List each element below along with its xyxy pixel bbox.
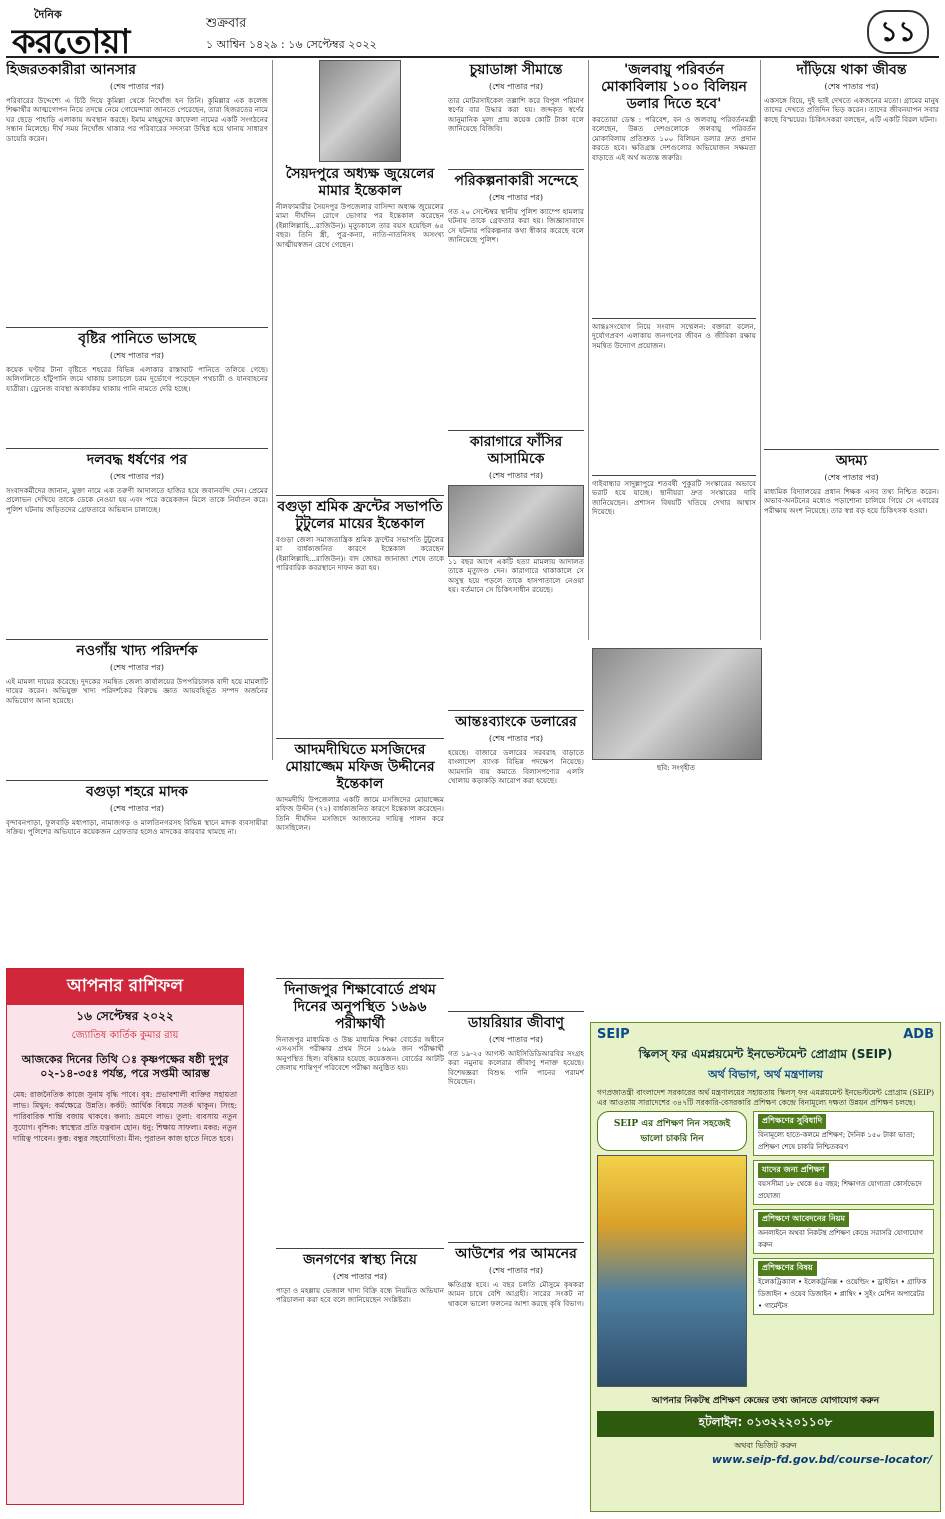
ad-hotline: হটলাইন: ০১৩২২২০১১০৮ (597, 1411, 934, 1437)
continuation-note: (শেষ পাতার পর) (488, 471, 544, 480)
ad-apply-box (753, 1209, 934, 1254)
headline: ডায়রিয়ার জীবাণু (467, 1015, 565, 1031)
continuation-note: (শেষ পাতার পর) (109, 663, 165, 672)
headline: দাঁড়িয়ে থাকা জীবন্ত (796, 62, 907, 78)
ad-eligibility-box (753, 1160, 934, 1205)
news-photo (592, 648, 762, 760)
horoscope-date: ১৬ সেপ্টেম্বর ২০২২ (76, 1009, 174, 1023)
article-body: এই মামলা দায়ের করেছে। দুদকের সমন্বিত জেলা কার্যালয়ের উপপরিচালক বাদী হয়ে মামলাটি দায়ের করেন। অভিযুক্ত খাদ্য পরিদর্শকের বিরুদ্ধে জ্ঞাত আয়বহির্ভূত সম্পদ অর্জনের অভিযোগ আনা হয়েছে। (6, 677, 268, 705)
continuation-note: (শেষ পাতার পর) (488, 1266, 544, 1275)
continuation-note: (শেষ পাতার পর) (332, 1272, 388, 1281)
ad-web-label: অথবা ভিজিট করুন (734, 1441, 797, 1450)
continuation-note: (শেষ পাতার পর) (109, 472, 165, 481)
ad-box-title: প্রশিক্ষণের সুবিধাদি (758, 1114, 826, 1129)
column-2 (276, 60, 444, 1505)
ad-box-text: বিনামূল্যে হাতে-কলমে প্রশিক্ষণ; দৈনিক ১৫০ টাকা ভাতা; প্রশিক্ষণ শেষে চাকরি নিশ্চিতকরণ (758, 1131, 916, 1151)
ad-box-text: অনলাইনে অথবা নিকটস্থ প্রশিক্ষণ কেন্দ্রে সরাসরি যোগাযোগ করুন (758, 1229, 923, 1249)
ad-box-text: ইলেকট্রিক্যাল • ইলেকট্রনিক্স • ওয়েল্ডিং • ড্রাইভিং • গ্রাফিক ডিজাইন • ওয়েব ডিজাইন • প্লাম্বিং • সুইং মেশিন অপারেটর • গার্মেন্টস (758, 1278, 927, 1310)
headline: 'জলবায়ু পরিবর্তন মোকাবিলায় ১০০ বিলিয়ন ডলার দিতে হবে' (601, 62, 747, 112)
issue-day: শুক্রবার (206, 16, 247, 31)
article-body: নীলফামারীর সৈয়দপুর উপজেলার বাসিন্দা অধ্যক্ষ জুয়েলের মামা দীর্ঘদিন রোগে ভোগার পর ইন্তেকাল করেছেন (ইন্নালিল্লাহি...রাজিউন)। মৃত্যুকালে তার বয়স হয়েছিল ৬৫ বছর। তিনি স্ত্রী, পুত্র-কন্যা, নাতি-নাতনিসহ অসংখ্য আত্মীয়স্বজন রেখে গেছেন। (276, 202, 444, 249)
continuation-note: (শেষ পাতার পর) (824, 473, 879, 482)
headline: নওগাঁয় খাদ্য পরিদর্শক (76, 643, 198, 659)
column-3 (448, 60, 584, 1505)
headline: জনগণের স্বাস্থ্য নিয়ে (303, 1252, 417, 1268)
horoscope-body: মেষ: রাজনৈতিক কাজে সুনাম বৃদ্ধি পাবে। বৃষ: প্রভাবশালী ব্যক্তির সহায়তা লাভ। মিথুন: কর্মক্ষেত্রে উন্নতি। কর্কট: আর্থিক বিষয়ে সতর্ক থাকুন। সিংহ: পারিবারিক শান্তি বজায় থাকবে। কন্যা: ভ্রমণে লাভ। তুলা: ব্যবসায় নতুন সুযোগ। বৃশ্চিক: স্বাস্থ্যের প্রতি যত্নবান হোন। ধনু: শিক্ষায় সাফল্য। মকর: নতুন দায়িত্ব পাবেন। কুম্ভ: বন্ধুর সহযোগিতা। মীন: পুরাতন কাজ হাতে নিতে হবে। (13, 1090, 237, 1143)
continuation-note: (শেষ পাতার পর) (488, 193, 544, 202)
ad-worker-photo (597, 1155, 747, 1387)
photo-caption: ছবি: সংগৃহীত (657, 764, 695, 772)
ad-intro: গণপ্রজাতন্ত্রী বাংলাদেশ সরকারের অর্থ মন্ত্রণালয়ের সহায়তায় স্কিলস্ ফর এমপ্লয়মেন্ট ইনভেস্টমেন্ট প্রোগ্রাম (SEIP) এর আওতায় সারাদেশের ৩৪৭টি সরকারি-বেসরকারি প্রশিক্ষণ কেন্দ্রে বিনামূল্যে দক্ষতা উন্নয়ন প্রশিক্ষণ চলছে। (597, 1088, 934, 1107)
ad-benefits-box (753, 1111, 934, 1156)
article-body: গাইবান্ধার সাদুল্লাপুরে শতবর্ষী পুকুরটি সংস্কারের অভাবে ভরাট হয়ে যাচ্ছে। স্থানীয়রা দ্রুত সংস্কারের দাবি জানিয়েছেন। প্রশাসন বিষয়টি খতিয়ে দেখার আশ্বাস দিয়েছে। (592, 479, 756, 517)
column-divider (272, 60, 273, 760)
article-body: ১১ বছর আগে একটি হত্যা মামলায় আদালত তাকে মৃত্যুদণ্ড দেন। কারাগারে থাকাকালে সে অসুস্থ হয়ে পড়লে তাকে হাসপাতালে নেওয়া হয়। বর্তমানে সে চিকিৎসাধীন রয়েছে। (448, 557, 584, 595)
article-body: বগুড়া জেলা সমাজতান্ত্রিক শ্রমিক ফ্রন্টের সভাপতি টুটুলের মা বার্ধক্যজনিত কারণে ইন্তেকাল করেছেন (ইন্নালিল্লাহি...রাজিউন)। বাদ জোহর জানাজা শেষে তাকে পারিবারিক কবরস্থানে দাফন করা হয়। (276, 535, 444, 573)
article-body: একসঙ্গে বিয়ে, দুই ভাই দেখতে একজনের মতো। গ্রামের মানুষ তাদের দেখতে প্রতিদিন ভিড় করেন। তাদের জীবনযাপন সবার কাছে বিস্ময়ের। চিকিৎসকরা বলছেন, এটি একটি বিরল ঘটনা। (764, 96, 939, 124)
headline: অদম্য (835, 453, 868, 469)
obituary-photo (319, 60, 401, 162)
article-body: গত ১৯-২৫ আগস্ট আইসিডিডিআরবির সংগ্রহ করা নমুনায় কলেরার জীবাণু শনাক্ত হয়েছে। বিশেষজ্ঞরা বিশুদ্ধ পানি পানের পরামর্শ দিয়েছেন। (448, 1049, 584, 1087)
horoscope-author: জ্যোতিষ কার্তিক কুমার রায় (71, 1030, 179, 1041)
headline: বৃষ্টির পানিতে ভাসছে (78, 331, 196, 347)
headline: কারাগারে ফাঁসির আসামিকে (469, 434, 563, 467)
page-number: ১১ (867, 10, 929, 54)
article-body: ক্ষতিগ্রস্ত হবে। এ বছর চলতি মৌসুমে কৃষকরা আমন চাষে বেশি আগ্রহী। সারের সংকট না থাকলে ভালো ফলনের আশা করছে কৃষি বিভাগ। (448, 1280, 584, 1308)
headline: সৈয়দপুরে অধ্যক্ষ জুয়েলের মামার ইন্তেকাল (285, 166, 435, 199)
column-5 (764, 60, 939, 640)
article-body: পাড়া ও মহল্লায় ভেজাল খাদ্য বিক্রি বন্ধে নিয়মিত অভিযান পরিচালনা করা হবে বলে জানিয়েছেন সংশ্লিষ্টরা। (276, 1286, 444, 1305)
ad-headline: স্কিলস্ ফর এমপ্লয়মেন্ট ইনভেস্টমেন্ট প্রোগ্রাম (SEIP) (638, 1047, 893, 1061)
issue-date: ১ আশ্বিন ১৪২৯ : ১৬ সেপ্টেম্বর ২০২২ (206, 38, 377, 51)
news-photo (448, 485, 584, 557)
column-divider (760, 60, 761, 640)
logo-prefix: দৈনিক (34, 8, 62, 21)
article-body: হয়েছে। বাজারে ডলারের সরবরাহ বাড়াতে বাংলাদেশ ব্যাংক বিভিন্ন পদক্ষেপ নিয়েছে। আমদানি ব্যয় কমাতে বিলাসপণ্যের এলসি খোলায় কড়াকড়ি আরোপ করা হয়েছে। (448, 748, 584, 786)
article-body: তার মোটরসাইকেল তল্লাশি করে বিপুল পরিমাণ স্বর্ণের বার উদ্ধার করা হয়। জব্দকৃত স্বর্ণের আনুমানিক মূল্য প্রায় কয়েক কোটি টাকা বলে জানিয়েছে বিজিবি। (448, 96, 584, 134)
ad-website-link[interactable]: www.seip-fd.gov.bd/course-locator/ (711, 1453, 932, 1466)
article-body: সংবাদকর্মীদের জানান, মুক্তা নামে এক তরুণী আদালতে হাজির হয়ে জবানবন্দি দেন। প্রেমের প্রলোভন দেখিয়ে তাকে ডেকে নেওয়া হয় এবং পরে কয়েকজন মিলে তাকে নির্যাতন করে। পুলিশ ঘটনায় জড়িতদের গ্রেফতারে অভিযান চালাচ্ছে। (6, 486, 268, 514)
continuation-note: (শেষ পাতার পর) (109, 804, 165, 813)
article-body: মাধ্যমিক বিদ্যালয়ের প্রধান শিক্ষক এসব তথ্য নিশ্চিত করেন। অভাব-অনটনের মধ্যেও পড়াশোনা চালিয়ে গিয়ে সে এবারের পরীক্ষায় অংশ নিয়েছে। তার স্বপ্ন বড় হয়ে চিকিৎসক হওয়া। (764, 487, 939, 515)
seip-advertisement (590, 1022, 941, 1512)
headline: দিনাজপুর শিক্ষাবোর্ডে প্রথম দিনের অনুপস্থিত ১৬৯৬ পরীক্ষার্থী (284, 982, 436, 1032)
article-body: পরিবারের উদ্দেশ্যে এ চিঠি দিয়ে কুমিল্লা থেকে নিখোঁজ হন তিনি। কুমিল্লার এক কলেজ শিক্ষার্থীর আত্মগোপন নিয়ে তদন্তে নেমে গোয়েন্দারা জানতে পেরেছেন, তারা হিজরতের নামে ঘর ছেড়ে পাহাড়ি এলাকায় অবস্থান করছে। ইমাম মাহমুদের কাফেলা নামের একটি সংগঠনের সন্ধান মিলেছে। দীর্ঘ সময় নিখোঁজ থাকার পর পরিবারের সদস্যরা উদ্বিগ্ন হয়ে থানায় সাধারণ ডায়েরি করেন। (6, 96, 268, 143)
headline: চুয়াডাঙ্গা সীমান্তে (469, 62, 563, 78)
ad-speech-bubble: SEIP এর প্রশিক্ষণ নিন সহজেই ভালো চাকরি নিন (597, 1111, 747, 1151)
adb-logo: ADB (903, 1027, 934, 1042)
newspaper-logo: করতোয়া (12, 22, 130, 62)
article-body: কয়েক ঘণ্টার টানা বৃষ্টিতে শহরের বিভিন্ন এলাকার রাস্তাঘাট পানিতে তলিয়ে গেছে। অলিগলিতে হাঁটুপানি জমে থাকায় চলাচলে চরম দুর্ভোগে পড়েছেন পথচারী ও যানবাহনের যাত্রীরা। ড্রেনেজ ব্যবস্থা অকার্যকর থাকায় পানি নামতে দেরি হচ্ছে। (6, 365, 268, 393)
article-body: করতোয়া ডেস্ক : পরিবেশ, বন ও জলবায়ু পরিবর্তনমন্ত্রী বলেছেন, উন্নত দেশগুলোকে জলবায়ু পরিবর্তন মোকাবিলায় প্রতিশ্রুত ১০০ বিলিয়ন ডলার দ্রুত প্রদান করতে হবে। ক্ষতিগ্রস্ত দেশগুলোর অভিযোজন সক্ষমতা বাড়াতে এই অর্থ অত্যন্ত জরুরি। (592, 115, 756, 162)
article-body: দিনাজপুর মাধ্যমিক ও উচ্চ মাধ্যমিক শিক্ষা বোর্ডের অধীনে এসএসসি পরীক্ষার প্রথম দিনে ১৬৯৬ জন পরীক্ষার্থী অনুপস্থিত ছিল। বহিষ্কার হয়েছে কয়েকজন। বোর্ডের আটটি জেলায় শান্তিপূর্ণ পরিবেশে পরীক্ষা অনুষ্ঠিত হয়। (276, 1035, 444, 1073)
continuation-note: (শেষ পাতার পর) (824, 82, 879, 91)
horoscope-tithi: আজকের দিনের তিথি ঃ কৃষ্ণপক্ষের ষষ্ঠী দুপুর ০২-১৪-৩৫ঃ পর্যন্ত, পরে সপ্তমী আরম্ভ (21, 1053, 229, 1080)
ad-box-title: প্রশিক্ষণে আবেদনের নিয়ম (758, 1212, 849, 1227)
continuation-note: (শেষ পাতার পর) (488, 82, 544, 91)
horoscope-title: আপনার রাশিফল (7, 969, 243, 1005)
headline: আদমদীঘিতে মসজিদের মোয়াজ্জেম মফিজ উদ্দীনের ইন্তেকাল (285, 742, 435, 792)
column-divider (588, 60, 589, 640)
headline: পরিকল্পনাকারী সন্দেহে (454, 173, 578, 189)
ad-box-text: বয়সসীমা ১৮ থেকে ৪৫ বছর; শিক্ষাগত যোগ্যতা কোর্সভেদে প্রযোজ্য (758, 1180, 922, 1200)
horoscope-box (6, 968, 244, 1505)
ad-box-title: যাদের জন্য প্রশিক্ষণ (758, 1163, 829, 1178)
column-4 (592, 60, 756, 640)
masthead (6, 4, 939, 62)
continuation-note: (শেষ পাতার পর) (488, 734, 544, 743)
headline: আউশের পর আমনের (455, 1246, 577, 1262)
headline: দলবদ্ধ ধর্ষণের পর (86, 452, 188, 468)
headline: বগুড়া শ্রমিক ফ্রন্টের সভাপতি টুটুলের মায়ের ইন্তেকাল (277, 499, 443, 532)
headline: আন্তঃব্যাংকে ডলারের (455, 714, 577, 730)
article-body: আদমদীঘি উপজেলার একটি জামে মসজিদের মোয়াজ্জেম মফিজ উদ্দীন (৭২) বার্ধক্যজনিত কারণে ইন্তেকাল করেছেন। তিনি দীর্ঘদিন মসজিদে আজানের দায়িত্ব পালন করে আসছিলেন। (276, 795, 444, 833)
seip-logo: SEIP (597, 1027, 630, 1042)
article-body: গত ২০ সেপ্টেম্বর স্থানীয় পুলিশ ক্যাম্পে হামলার ঘটনায় তাকে গ্রেফতার করা হয়। জিজ্ঞাসাবাদে সে ঘটনার পরিকল্পনার কথা স্বীকার করেছে বলে জানিয়েছে পুলিশ। (448, 207, 584, 245)
continuation-note: (শেষ পাতার পর) (109, 351, 165, 360)
ad-contact: আপনার নিকটস্থ প্রশিক্ষণ কেন্দ্রের তথ্য জানতে যোগাযোগ করুন (651, 1396, 880, 1406)
article-body: আন্তঃসংযোগ নিয়ে সংবাদ সম্মেলন: বক্তারা বলেন, দুর্যোগপ্রবণ এলাকায় জনগণের জীবন ও জীবিকা রক্ষায় সমন্বিত উদ্যোগ প্রয়োজন। (592, 322, 756, 350)
ad-department: অর্থ বিভাগ, অর্থ মন্ত্রণালয় (708, 1068, 823, 1081)
continuation-note: (শেষ পাতার পর) (109, 82, 165, 91)
ad-courses-box (753, 1258, 934, 1315)
headline: হিজরতকারীরা আনসার (6, 62, 136, 78)
ad-box-title: প্রশিক্ষণের বিষয় (758, 1261, 817, 1276)
headline: বগুড়া শহরে মাদক (86, 784, 188, 800)
continuation-note: (শেষ পাতার পর) (488, 1035, 544, 1044)
column-1 (6, 60, 268, 960)
article-body: বৃন্দাবনপাড়া, ফুলবাড়ি মধ্যপাড়া, নামাজগড় ও মালতিনগরসহ বিভিন্ন স্থানে মাদক ব্যবসায়ীরা সক্রিয়। পুলিশের অভিযানে কয়েকজন গ্রেফতার হলেও মাদকের কারবার থামছে না। (6, 818, 268, 837)
